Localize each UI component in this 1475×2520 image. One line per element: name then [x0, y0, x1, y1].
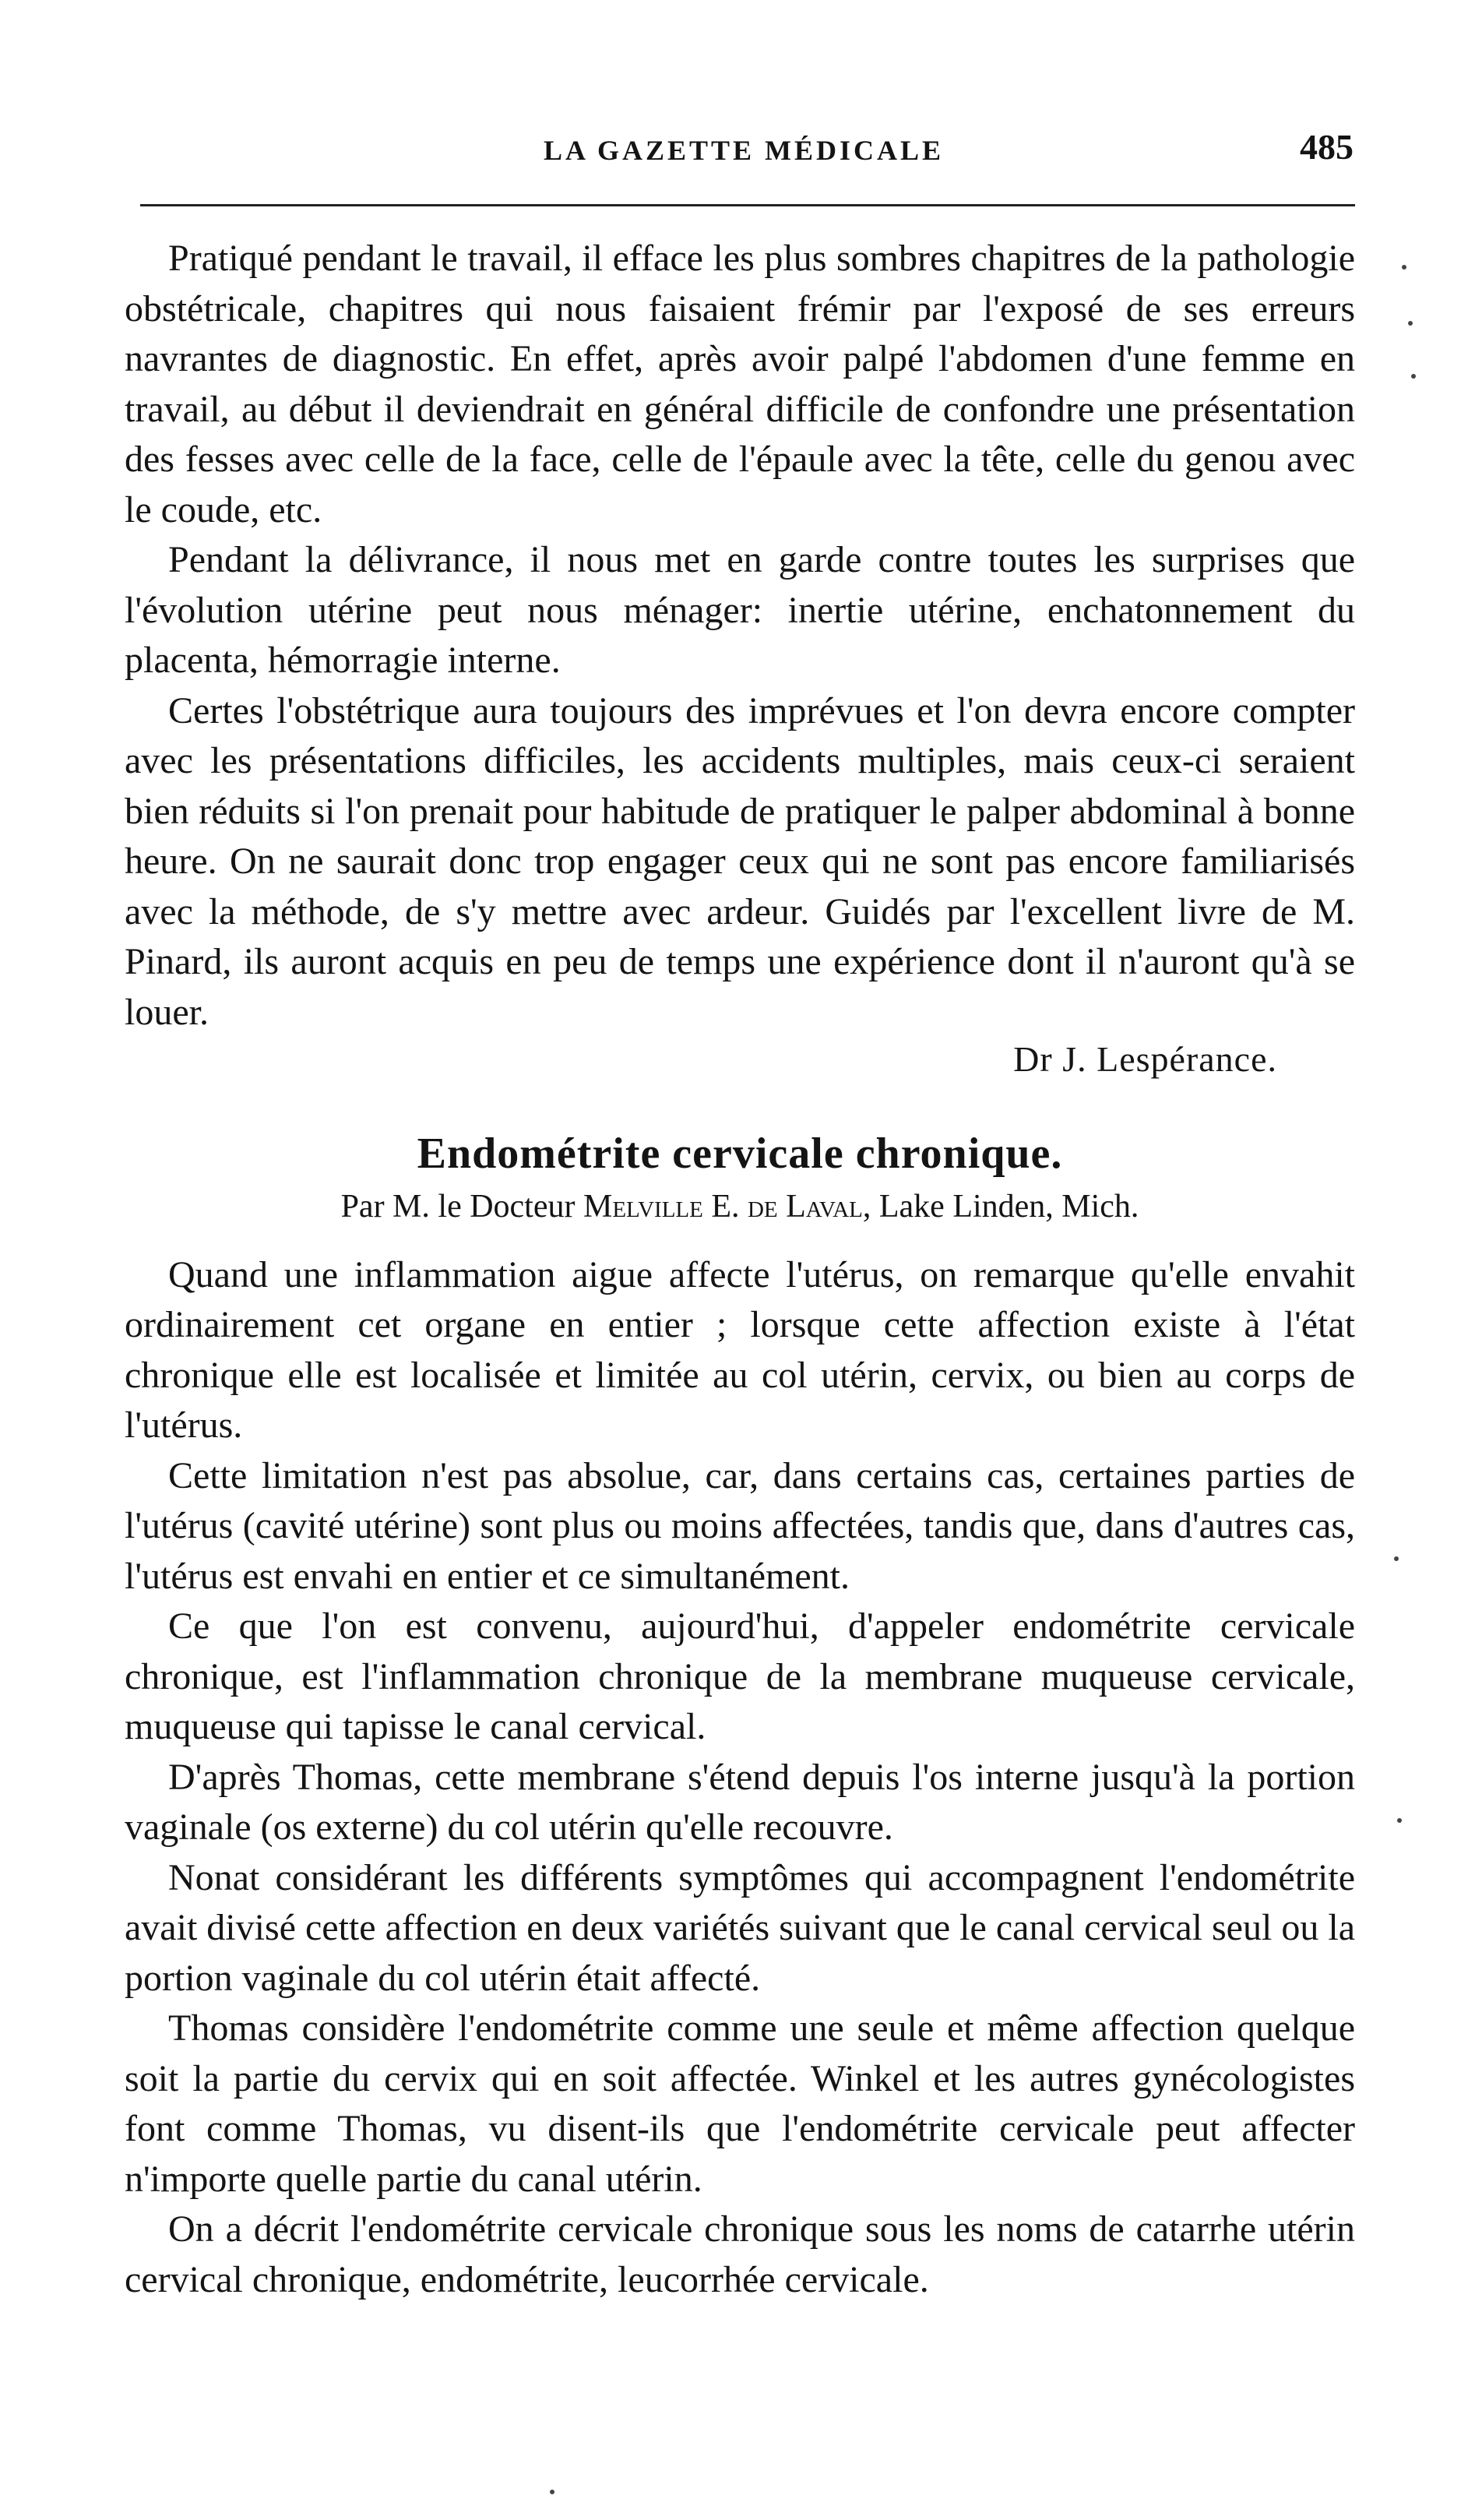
print-speck	[1397, 1818, 1402, 1823]
article2-paragraph-7: On a décrit l'endométrite cervicale chronique sous les noms de catarrhe utérin cervical chronique, endométrite, leucorrhée cervicale.	[125, 2208, 1355, 2300]
page-number: 485	[1300, 127, 1354, 167]
byline-place: Lake Linden, Mich.	[871, 1188, 1139, 1225]
article2-paragraph-5: Nonat considérant les différents symptômes qui accompagnent l'endométrite avait divisé cette affection en deux variétés suivant que le canal cervical seul ou la portion vaginale du col utérin était affecté.	[125, 1856, 1355, 1999]
byline-prefix: Par M. le Docteur	[340, 1188, 583, 1225]
article2-paragraph-3: Ce que l'on est convenu, aujourd'hui, d'appeler endométrite cervicale chronique, est l'inflammation chronique de la membrane muqueuse cervicale, muqueuse qui tapisse le canal cervical.	[125, 1605, 1355, 1747]
article2-paragraph-6: Thomas considère l'endométrite comme une seule et même affection quelque soit la partie du cervix qui en soit affectée. Winkel et les autres gynécologistes font comme Thomas, vu disent-ils que l'endométrite cervicale peut affecter n'importe quelle partie du canal utérin.	[125, 2007, 1355, 2200]
print-speck	[1394, 1556, 1399, 1561]
header-rule	[140, 204, 1355, 206]
body-text	[125, 234, 1355, 2305]
article1-paragraph-1: Pratiqué pendant le travail, il efface les plus sombres chapitres de la pathologie obstétricale, chapitres qui nous faisaient frémir par l'exposé de ses erreurs navrantes de diagnostic. En effet, après avoir palpé l'abdomen d'une femme en travail, au début il deviendrait en général difficile de confondre une présentation des fesses avec celle de la face, celle de l'épaule avec la tête, celle du genou avec le coude, etc.	[125, 238, 1355, 530]
print-speck	[550, 2490, 554, 2494]
article1-paragraph-3: Certes l'obstétrique aura toujours des imprévues et l'on devra encore compter avec les présentations difficiles, les accidents multiples, mais ceux-ci seraient bien réduits si l'on prenait pour habitude de pratiquer le palper abdominal à bonne heure. On ne saurait donc trop engager ceux qui ne sont pas encore familiarisés avec la méthode, de s'y mettre avec ardeur. Guidés par l'excellent livre de M. Pinard, ils auront acquis en peu de temps une expérience dont il n'auront qu'à se louer.	[125, 689, 1355, 1033]
author-signature: Dr J. Lespérance.	[1013, 1039, 1277, 1079]
byline	[125, 1183, 1355, 1230]
byline-author-name: Melville E. de Laval,	[583, 1188, 871, 1225]
print-speck	[1411, 374, 1416, 379]
running-title: LA GAZETTE MÉDICALE	[543, 135, 945, 166]
article2-paragraph-4: D'après Thomas, cette membrane s'étend depuis l'os interne jusqu'à la portion vaginale (os externe) du col utérin qu'elle recouvre.	[125, 1756, 1355, 1848]
running-head	[125, 127, 1363, 178]
print-speck	[1402, 265, 1406, 270]
print-speck	[1408, 321, 1413, 326]
article1-paragraph-2: Pendant la délivrance, il nous met en garde contre toutes les surprises que l'évolution utérine peut nous ménager: inertie utérine, enchatonnement du placenta, hémorragie interne.	[125, 539, 1355, 681]
article2-paragraph-1: Quand une inflammation aigue affecte l'utérus, on remarque qu'elle envahit ordinairement cet organe en entier ; lorsque cette affection existe à l'état chronique elle est localisée et limitée au col utérin, cervix, ou bien au corps de l'utérus.	[125, 1253, 1355, 1446]
section-title: Endométrite cervicale chronique.	[417, 1129, 1063, 1178]
article2-paragraph-2: Cette limitation n'est pas absolue, car, dans certains cas, certaines parties de l'utérus (cavité utérine) sont plus ou moins affectées, tandis que, dans d'autres cas, l'utérus est envahi en entier et ce simultanément.	[125, 1454, 1355, 1597]
